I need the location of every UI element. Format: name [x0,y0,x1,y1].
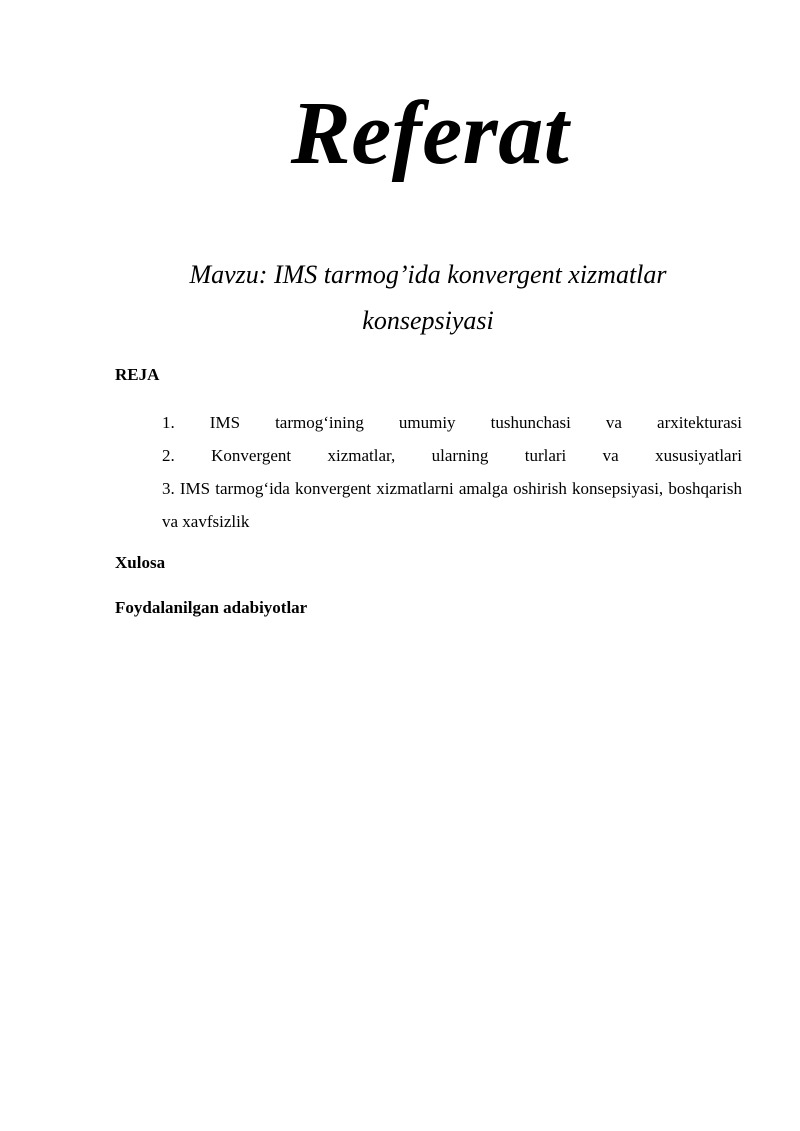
plan-list [162,406,742,538]
plan-heading: REJA [115,365,160,384]
conclusion-heading: Xulosa [115,553,166,572]
references-heading: Foydalanilgan adabiyotlar [115,598,308,617]
plan-item-1: 1. IMS tarmog‘ining umumiy tushunchasi va arxitekturasi [162,413,742,432]
plan-item-2: 2. Konvergent xizmatlar, ularning turlari va xususiyatlari [162,446,742,465]
document-title: Referat [290,84,570,183]
document-subtitle: Mavzu: IMS tarmog’ida konvergent xizmatlar konsepsiyasi [189,260,667,335]
plan-item-3: 3. IMS tarmog‘ida konvergent xizmatlarni amalga oshirish konsepsiyasi, boshqarish va xavfsizlik [162,479,742,531]
